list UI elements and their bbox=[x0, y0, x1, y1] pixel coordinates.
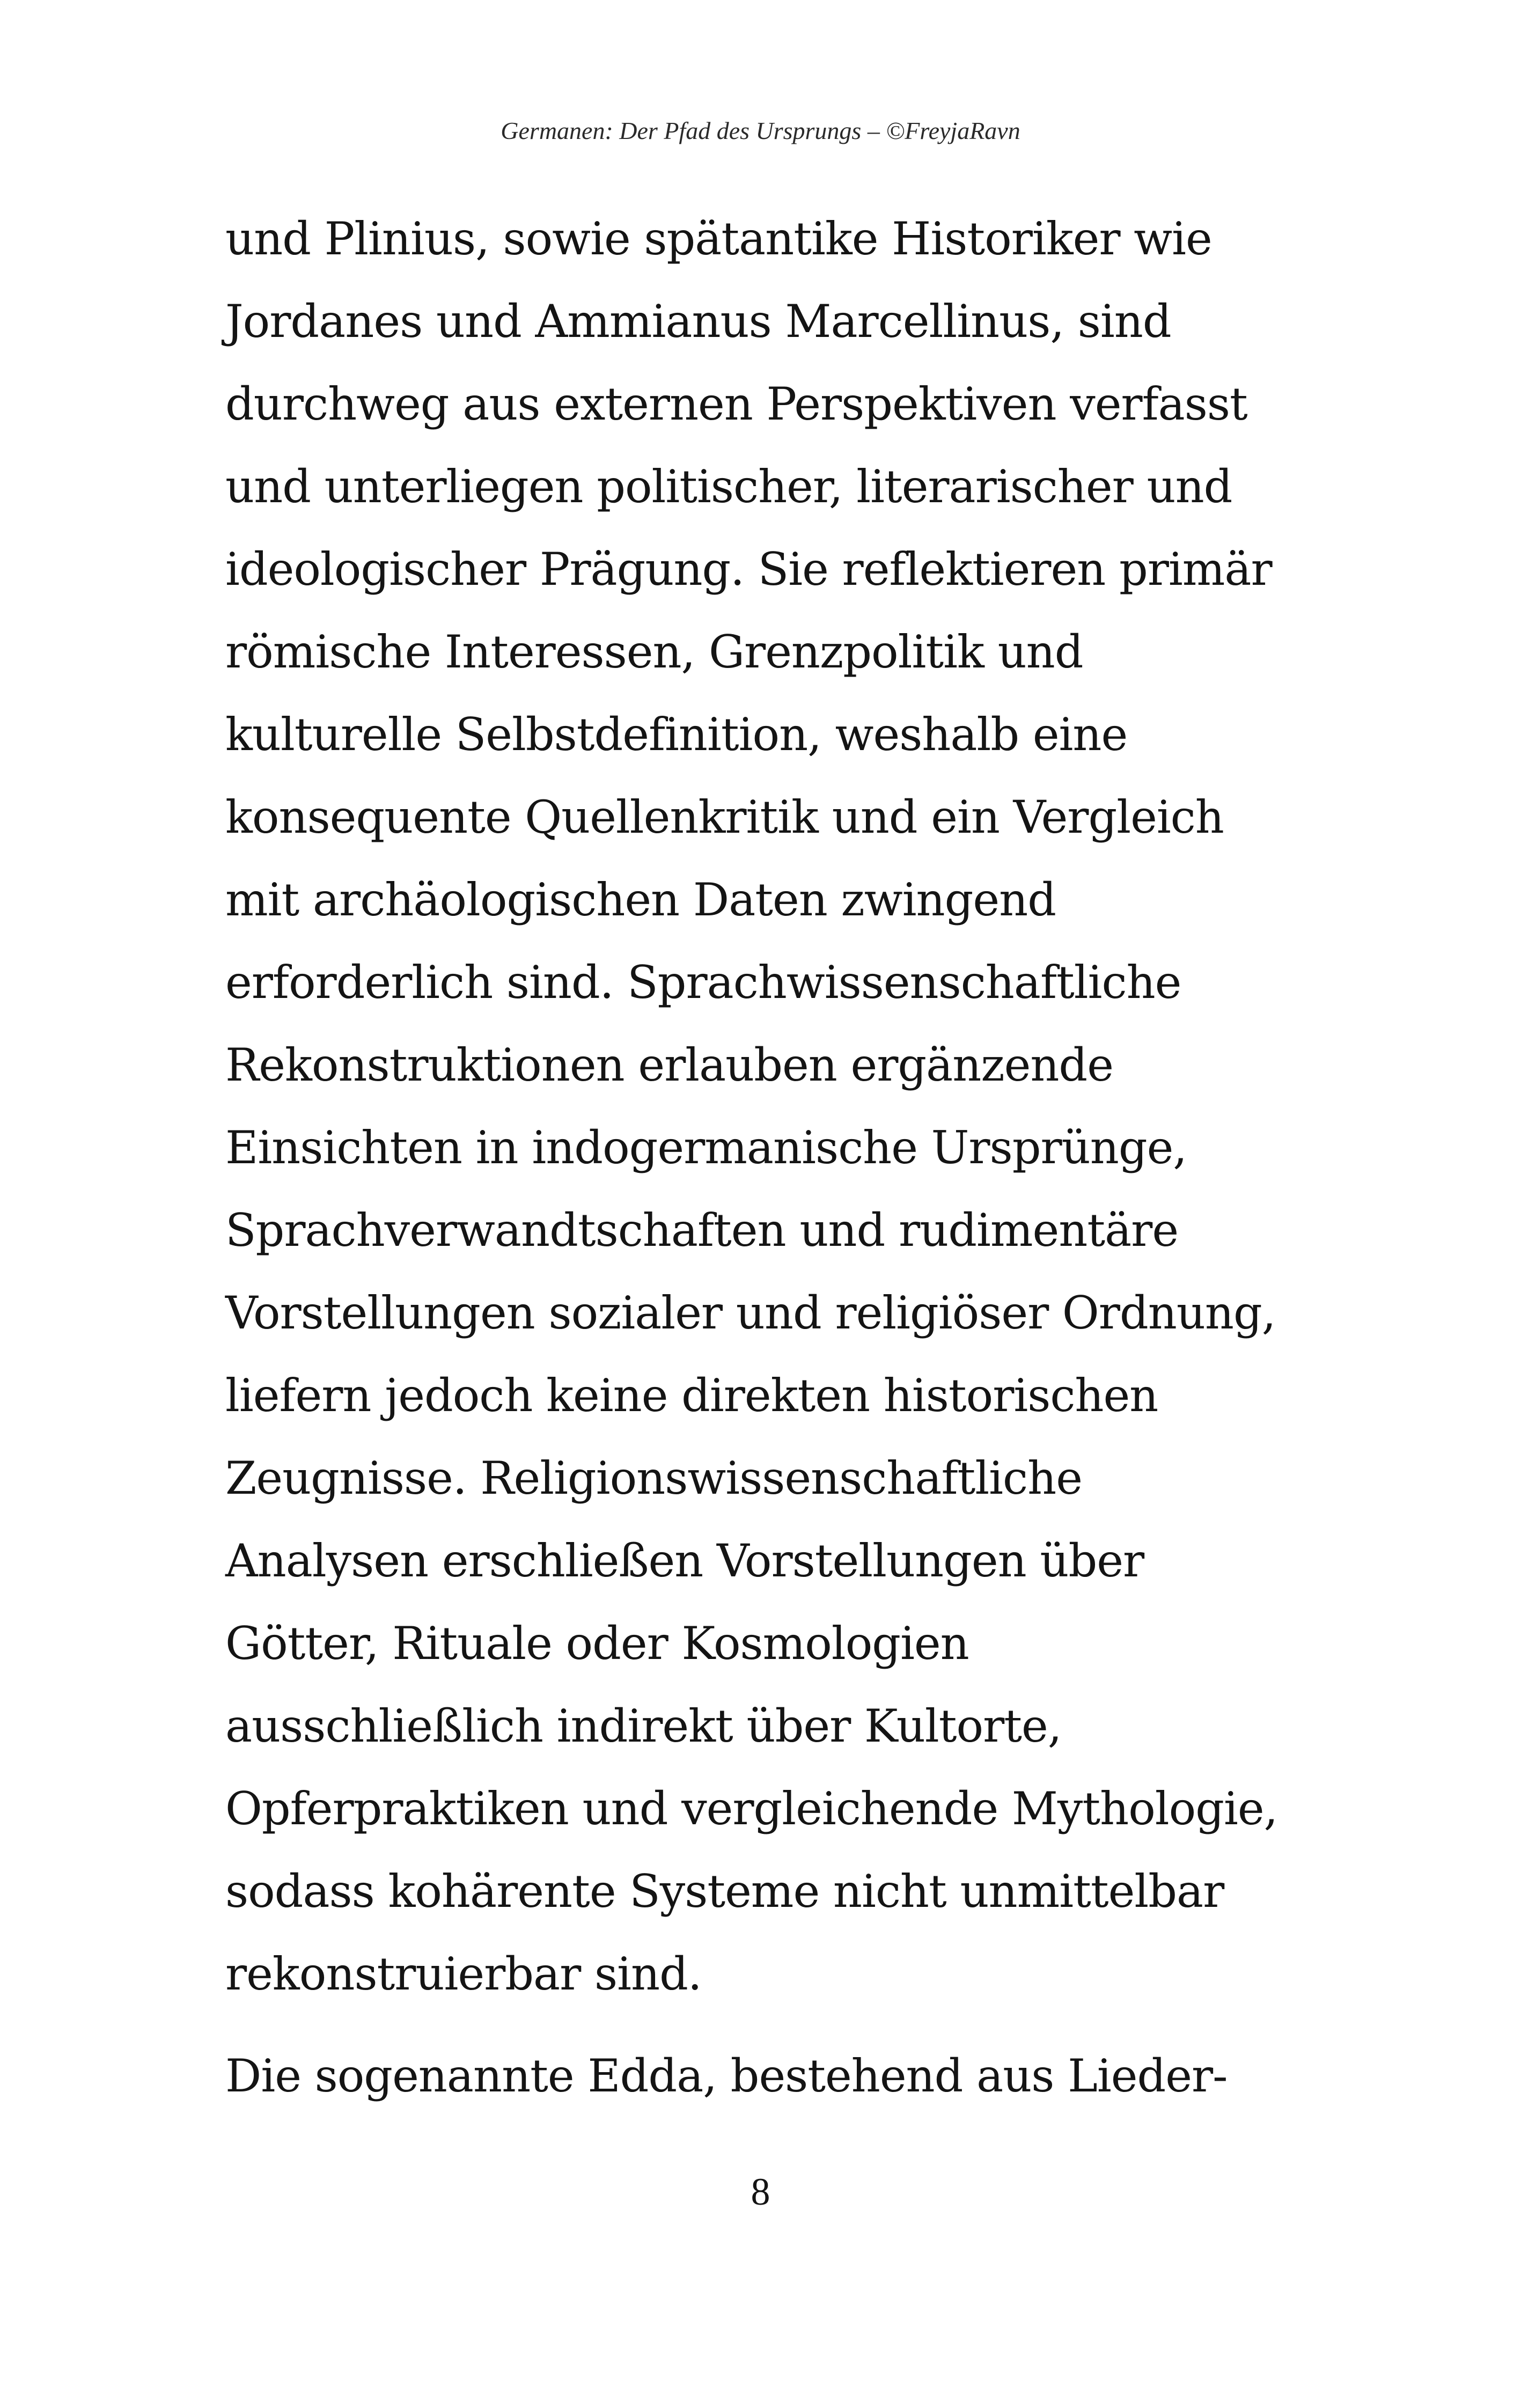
text-line: Vorstellungen sozialer und religiöser Ordnung, bbox=[225, 1287, 1276, 1339]
text-line: Die sogenannte Edda, bestehend aus Lieder- bbox=[225, 2050, 1228, 2102]
text-line: Jordanes und Ammianus Marcellinus, sind bbox=[225, 295, 1171, 348]
text-line: römische Interessen, Grenzpolitik und bbox=[225, 626, 1083, 678]
body-text bbox=[225, 197, 1373, 2117]
text-line: Opferpraktiken und vergleichende Mythologie, bbox=[225, 1782, 1278, 1835]
paragraph-spacer bbox=[225, 2015, 1373, 2035]
running-header: Germanen: Der Pfad des Ursprungs – ©FreyjaRavn bbox=[501, 117, 1020, 144]
text-line: Zeugnisse. Religionswissenschaftliche bbox=[225, 1452, 1082, 1504]
text-line: und unterliegen politischer, literarischer und bbox=[225, 460, 1232, 513]
text-line: Einsichten in indogermanische Ursprünge, bbox=[225, 1121, 1187, 1174]
text-line: rekonstruierbar sind. bbox=[225, 1948, 702, 2000]
text-line: konsequente Quellenkritik und ein Vergleich bbox=[225, 791, 1224, 843]
text-line: Sprachverwandtschaften und rudimentäre bbox=[225, 1204, 1179, 1257]
text-line: liefern jedoch keine direkten historischen bbox=[225, 1369, 1158, 1422]
text-line: ausschließlich indirekt über Kultorte, bbox=[225, 1700, 1062, 1752]
paragraph bbox=[225, 197, 1373, 2015]
page-number: 8 bbox=[751, 2170, 770, 2213]
text-line: durchweg aus externen Perspektiven verfasst bbox=[225, 378, 1247, 430]
text-line: Rekonstruktionen erlauben ergänzende bbox=[225, 1039, 1113, 1091]
text-line: Götter, Rituale oder Kosmologien bbox=[225, 1617, 969, 1670]
text-line: ideologischer Prägung. Sie reflektieren primär bbox=[225, 543, 1272, 596]
text-line: und Plinius, sowie spätantike Historiker wie bbox=[225, 212, 1212, 265]
text-line: Analysen erschließen Vorstellungen über bbox=[225, 1535, 1144, 1587]
text-line: sodass kohärente Systeme nicht unmittelbar bbox=[225, 1865, 1224, 1918]
text-line: mit archäologischen Daten zwingend bbox=[225, 873, 1056, 926]
text-line: kulturelle Selbstdefinition, weshalb eine bbox=[225, 708, 1128, 761]
paragraph bbox=[225, 2035, 1373, 2117]
text-line: erforderlich sind. Sprachwissenschaftliche bbox=[225, 956, 1181, 1009]
